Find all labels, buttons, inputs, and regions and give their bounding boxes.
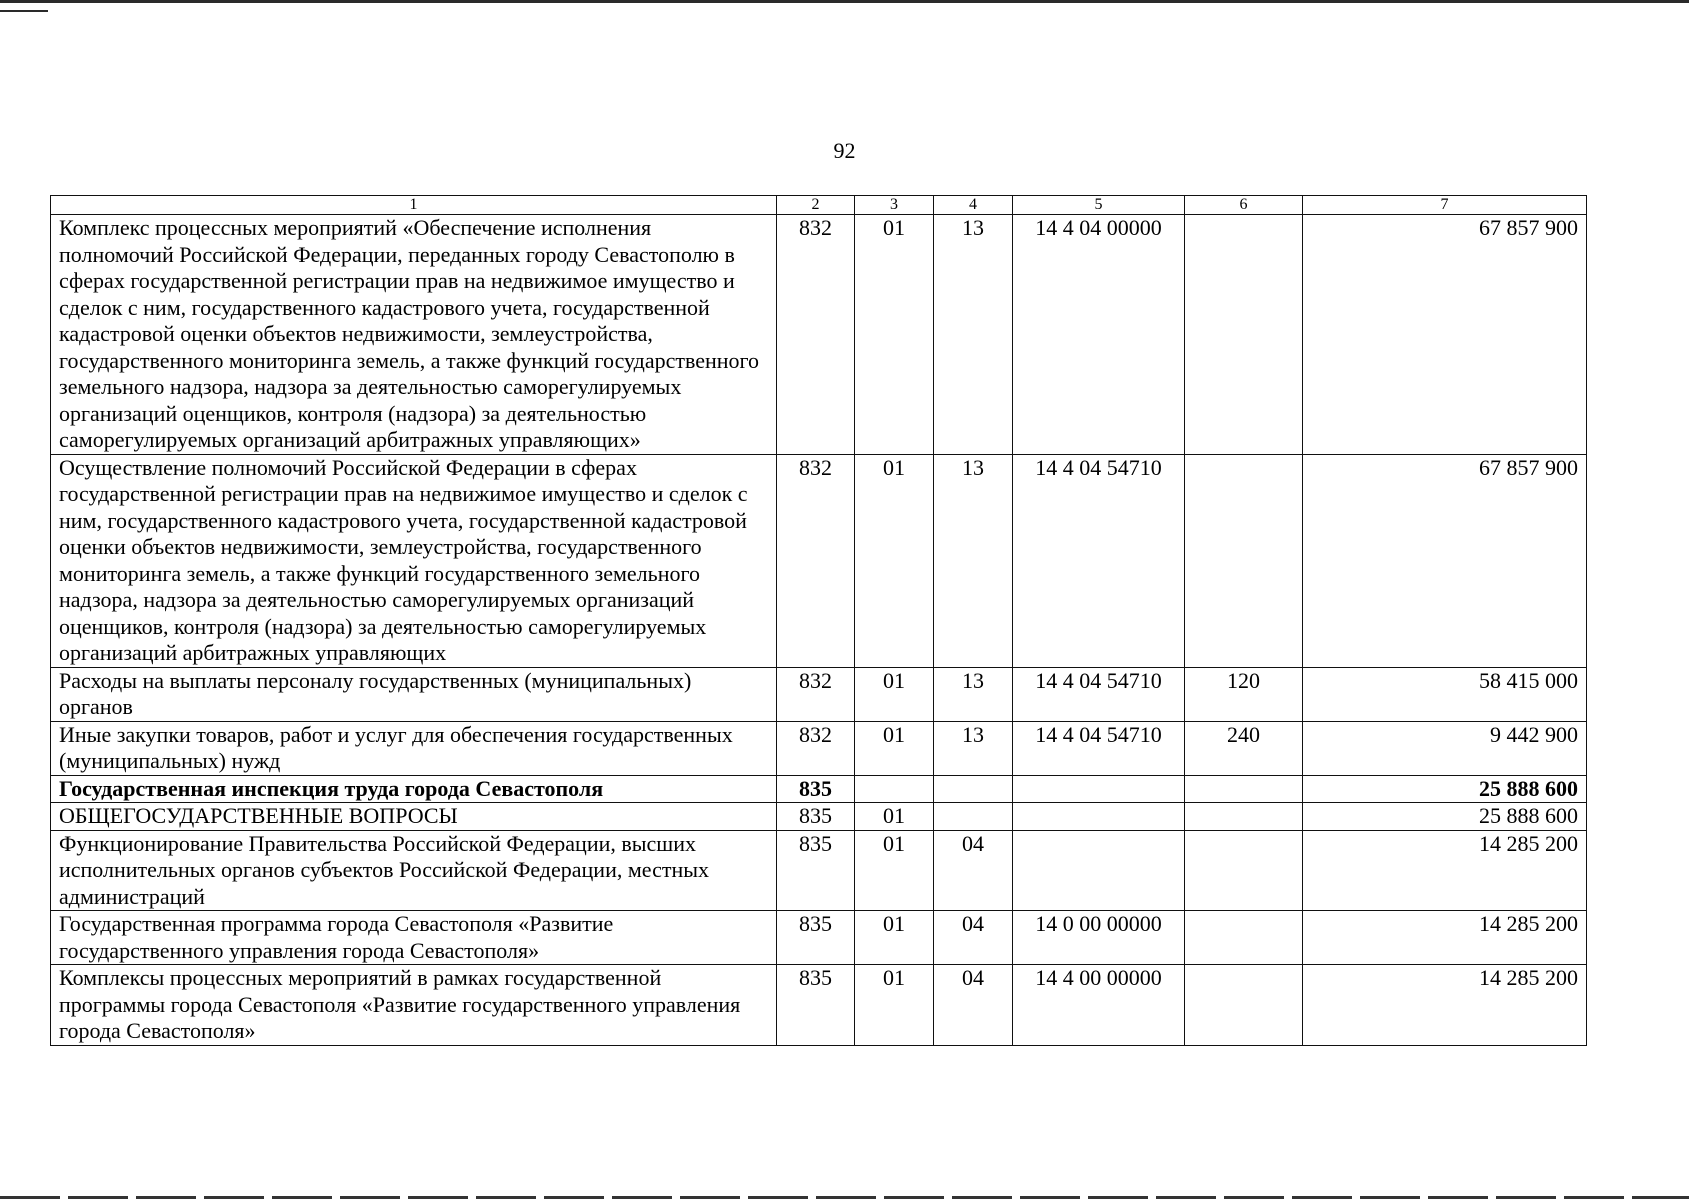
row-name-cell: Иные закупки товаров, работ и услуг для обеспечения государственных (муниципальных) нужд <box>51 721 777 775</box>
section-code-cell: 01 <box>855 803 934 831</box>
scan-edge-top <box>0 0 1689 3</box>
section-code-cell: 01 <box>855 215 934 455</box>
target-item-code-cell <box>1013 830 1185 911</box>
section-code-cell: 01 <box>855 721 934 775</box>
table-row <box>51 667 1587 721</box>
subsection-code-cell <box>934 803 1013 831</box>
department-code-cell: 835 <box>777 775 855 803</box>
table-body <box>51 196 1587 1046</box>
subsection-code-cell: 13 <box>934 667 1013 721</box>
target-item-code-cell: 14 4 00 00000 <box>1013 965 1185 1046</box>
scan-edge-bottom <box>0 1196 1689 1199</box>
amount-cell: 14 285 200 <box>1303 965 1587 1046</box>
row-name-cell: Осуществление полномочий Российской Федерации в сферах государственной регистрации прав на недвижимое имущество и сделок с ним, государственного кадастрового учета, государственной кадастровой оценки объектов недвижимости, землеустройства, государственного мониторинга земель, а также функций государственного земельного надзора, надзора за деятельностью саморегулируемых организаций оценщиков, контроля (надзора) за деятельностью саморегулируемых организаций арбитражных управляющих <box>51 454 777 667</box>
target-item-code-cell: 14 4 04 00000 <box>1013 215 1185 455</box>
amount-cell: 25 888 600 <box>1303 775 1587 803</box>
expense-type-code-cell <box>1185 830 1303 911</box>
budget-table <box>50 195 1587 1046</box>
row-name-cell: Государственная программа города Севастополя «Развитие государственного управления города Севастополя» <box>51 911 777 965</box>
row-name-cell: Государственная инспекция труда города Севастополя <box>51 775 777 803</box>
subsection-code-cell: 04 <box>934 830 1013 911</box>
department-code-cell: 832 <box>777 721 855 775</box>
subsection-code-cell: 13 <box>934 454 1013 667</box>
section-code-cell: 01 <box>855 911 934 965</box>
amount-cell: 14 285 200 <box>1303 830 1587 911</box>
department-code-cell: 832 <box>777 215 855 455</box>
subsection-code-cell: 04 <box>934 965 1013 1046</box>
subsection-code-cell <box>934 775 1013 803</box>
table-row <box>51 911 1587 965</box>
scan-edge-top-stub <box>0 10 48 12</box>
row-name-cell: Функционирование Правительства Российской Федерации, высших исполнительных органов субъектов Российской Федерации, местных администраций <box>51 830 777 911</box>
column-header: 4 <box>934 196 1013 215</box>
column-header: 1 <box>51 196 777 215</box>
section-code-cell: 01 <box>855 965 934 1046</box>
department-code-cell: 832 <box>777 667 855 721</box>
target-item-code-cell: 14 4 04 54710 <box>1013 667 1185 721</box>
target-item-code-cell: 14 4 04 54710 <box>1013 454 1185 667</box>
subsection-code-cell: 13 <box>934 721 1013 775</box>
row-name-cell: ОБЩЕГОСУДАРСТВЕННЫЕ ВОПРОСЫ <box>51 803 777 831</box>
amount-cell: 25 888 600 <box>1303 803 1587 831</box>
expense-type-code-cell <box>1185 965 1303 1046</box>
expense-type-code-cell <box>1185 454 1303 667</box>
department-code-cell: 835 <box>777 803 855 831</box>
amount-cell: 14 285 200 <box>1303 911 1587 965</box>
table-row <box>51 803 1587 831</box>
column-header: 2 <box>777 196 855 215</box>
column-header: 6 <box>1185 196 1303 215</box>
department-code-cell: 835 <box>777 830 855 911</box>
column-header: 7 <box>1303 196 1587 215</box>
subsection-code-cell: 13 <box>934 215 1013 455</box>
row-name-cell: Комплекс процессных мероприятий «Обеспечение исполнения полномочий Российской Федерации, переданных городу Севастополю в сферах государственной регистрации прав на недвижимое имущество и сделок с ним, государственного кадастрового учета, государственной кадастровой оценки объектов недвижимости, землеустройства, государственного мониторинга земель, а также функций государственного земельного надзора, надзора за деятельностью саморегулируемых организаций оценщиков, контроля (надзора) за деятельностью саморегулируемых организаций арбитражных управляющих» <box>51 215 777 455</box>
expense-type-code-cell <box>1185 775 1303 803</box>
section-code-cell <box>855 775 934 803</box>
section-code-cell: 01 <box>855 830 934 911</box>
table-row <box>51 454 1587 667</box>
table-row <box>51 215 1587 455</box>
target-item-code-cell <box>1013 775 1185 803</box>
section-code-cell: 01 <box>855 667 934 721</box>
table-row <box>51 965 1587 1046</box>
amount-cell: 58 415 000 <box>1303 667 1587 721</box>
department-code-cell: 832 <box>777 454 855 667</box>
table-header-row <box>51 196 1587 215</box>
row-name-cell: Комплексы процессных мероприятий в рамках государственной программы города Севастополя «Развитие государственного управления города Севастополя» <box>51 965 777 1046</box>
department-code-cell: 835 <box>777 965 855 1046</box>
target-item-code-cell <box>1013 803 1185 831</box>
target-item-code-cell: 14 0 00 00000 <box>1013 911 1185 965</box>
amount-cell: 67 857 900 <box>1303 215 1587 455</box>
amount-cell: 9 442 900 <box>1303 721 1587 775</box>
table-row <box>51 721 1587 775</box>
expense-type-code-cell: 240 <box>1185 721 1303 775</box>
section-code-cell: 01 <box>855 454 934 667</box>
amount-cell: 67 857 900 <box>1303 454 1587 667</box>
table-row <box>51 830 1587 911</box>
department-code-cell: 835 <box>777 911 855 965</box>
column-header: 3 <box>855 196 934 215</box>
page-number: 92 <box>833 138 856 163</box>
expense-type-code-cell <box>1185 911 1303 965</box>
subsection-code-cell: 04 <box>934 911 1013 965</box>
table-row <box>51 775 1587 803</box>
row-name-cell: Расходы на выплаты персоналу государственных (муниципальных) органов <box>51 667 777 721</box>
expense-type-code-cell: 120 <box>1185 667 1303 721</box>
target-item-code-cell: 14 4 04 54710 <box>1013 721 1185 775</box>
expense-type-code-cell <box>1185 215 1303 455</box>
expense-type-code-cell <box>1185 803 1303 831</box>
column-header: 5 <box>1013 196 1185 215</box>
